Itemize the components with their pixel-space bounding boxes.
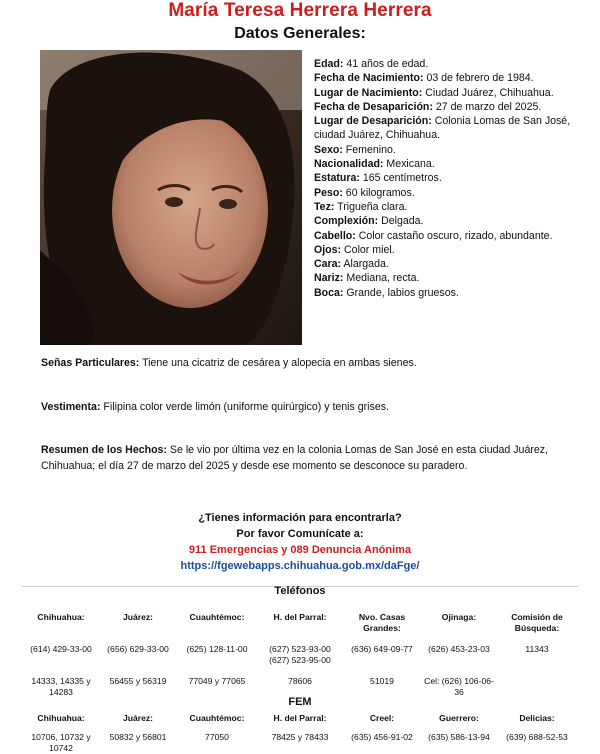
header-chihuahua: Chihuahua: xyxy=(37,612,85,622)
detail-estatura: Estatura: 165 centímetros. xyxy=(314,172,442,185)
table-header-row xyxy=(22,612,578,634)
detail-nariz: Nariz: Mediana, recta. xyxy=(314,272,420,285)
detail-peso: Peso: 60 kilogramos. xyxy=(314,186,415,199)
personal-details-list xyxy=(314,57,582,300)
detail-tez: Tez: Trigueña clara. xyxy=(314,200,408,213)
emergency-numbers: 911 Emergencias y 089 Denuncia Anónima xyxy=(188,544,412,556)
table-row: 14333, 14335 y 14283 56455 y 56319 77049 y 77065 78606 51019 Cel: (626) 106-06-36 xyxy=(31,676,494,697)
report-url-link[interactable]: https://fgewebapps.chihuahua.gob.mx/daFge/ xyxy=(180,560,420,572)
header-parral: H. del Parral: xyxy=(273,612,327,622)
fem-table xyxy=(22,713,578,754)
header-ojinaga: Ojinaga: xyxy=(441,612,477,622)
header-juarez: Juárez: xyxy=(122,612,154,622)
detail-lugar-nacimiento: Lugar de Nacimiento: Ciudad Juárez, Chihuahua. xyxy=(314,86,554,99)
table-row: (614) 429-33-00 (656) 629-33-00 (625) 128-11-00 (627) 523-93-00 (627) 523-95-00 (636) 649-09-77 (626) 453-23-03 11343 xyxy=(30,644,549,665)
contact-question: ¿Tienes información para encontrarla? xyxy=(198,512,402,524)
detail-ojos: Ojos: Color miel. xyxy=(314,243,395,256)
resumen-hechos: Resumen de los Hechos: Se le vio por última vez en la colonia Lomas de San José en esta ciudad Juárez, Chihuahua; el día 27 de marzo del 2025 y desde ese momento se desconoce su paradero. xyxy=(41,444,548,472)
person-name: María Teresa Herrera Herrera xyxy=(168,0,432,21)
header-comision-busqueda: Comisión de Búsqueda: xyxy=(511,612,563,633)
detail-cara: Cara: Alargada. xyxy=(314,258,389,271)
detail-nacionalidad: Nacionalidad: Mexicana. xyxy=(314,158,435,171)
table-row: 10706, 10732 y 10742 50832 y 56801 77050 78425 y 78433 (635) 456-91-02 (635) 586-13-94 (639) 688-52-53 xyxy=(31,732,568,753)
detail-edad: Edad: 41 años de edad. xyxy=(314,58,429,70)
table-header-row: Chihuahua: Juárez: Cuauhtémoc: H. del Parral: Creel: Guerrero: Delicias: xyxy=(37,713,555,723)
section-title-datos-generales: Datos Generales: xyxy=(234,25,366,42)
contact-info xyxy=(0,510,600,574)
portrait-image xyxy=(40,50,302,345)
detail-lugar-desaparicion: Lugar de Desaparición: Colonia Lomas de San José, ciudad Juárez, Chihuahua. xyxy=(314,115,571,142)
fem-title: FEM xyxy=(288,696,312,708)
detail-complexion: Complexión: Delgada. xyxy=(314,215,424,228)
telefonos-table xyxy=(22,612,578,698)
detail-fecha-desaparicion: Fecha de Desaparición: 27 de marzo del 2025. xyxy=(314,100,542,113)
detail-cabello: Cabello: Color castaño oscuro, rizado, abundante. xyxy=(314,229,553,242)
person-photo xyxy=(40,50,302,345)
detail-fecha-nacimiento: Fecha de Nacimiento: 03 de febrero de 1984. xyxy=(314,72,534,85)
header-nvo-casas-grandes: Nvo. Casas Grandes: xyxy=(358,612,406,633)
vestimenta: Vestimenta: Filipina color verde limón (uniforme quirúrgico) y tenis grises. xyxy=(41,401,389,413)
detail-sexo: Sexo: Femenino. xyxy=(314,143,396,156)
detail-boca: Boca: Grande, labios gruesos. xyxy=(314,286,459,299)
contact-prompt: Por favor Comunícate a: xyxy=(236,528,364,540)
header-cuauhtemoc: Cuauhtémoc: xyxy=(189,612,245,622)
senas-particulares: Señas Particulares: Tiene una cicatriz de cesárea y alopecia en ambas sienes. xyxy=(41,357,417,369)
telefonos-title: Teléfonos xyxy=(274,585,326,597)
